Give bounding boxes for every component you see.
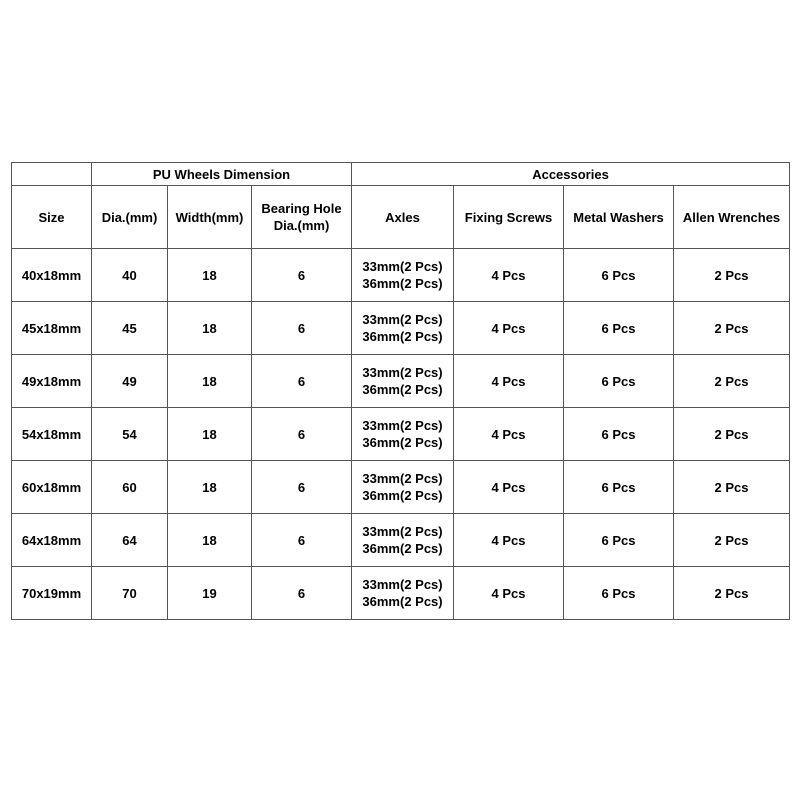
table-row xyxy=(12,249,790,302)
width-cell: 18 xyxy=(168,302,252,355)
allen-wrenches-cell: 2 Pcs xyxy=(674,408,790,461)
width-cell: 19 xyxy=(168,567,252,620)
axle-line-2: 36mm(2 Pcs) xyxy=(362,276,443,291)
metal-washers-header: Metal Washers xyxy=(564,186,674,249)
metal-washers-cell: 6 Pcs xyxy=(564,302,674,355)
axle-line-2: 36mm(2 Pcs) xyxy=(362,541,443,556)
table-row xyxy=(12,302,790,355)
table-row xyxy=(12,408,790,461)
table-row xyxy=(12,355,790,408)
fixing-screws-cell: 4 Pcs xyxy=(454,461,564,514)
size-cell: 49x18mm xyxy=(12,355,92,408)
bearing-hole-cell: 6 xyxy=(252,249,352,302)
axle-line-2: 36mm(2 Pcs) xyxy=(362,594,443,609)
size-cell: 64x18mm xyxy=(12,514,92,567)
bearing-hole-cell: 6 xyxy=(252,355,352,408)
width-header: Width(mm) xyxy=(168,186,252,249)
fixing-screws-cell: 4 Pcs xyxy=(454,567,564,620)
bearing-hole-cell: 6 xyxy=(252,408,352,461)
allen-wrenches-header: Allen Wrenches xyxy=(674,186,790,249)
size-cell: 70x19mm xyxy=(12,567,92,620)
fixing-screws-header: Fixing Screws xyxy=(454,186,564,249)
axle-line-2: 36mm(2 Pcs) xyxy=(362,382,443,397)
table-row xyxy=(12,461,790,514)
bearing-hole-header-line2: Dia.(mm) xyxy=(273,218,330,233)
axle-line-1: 33mm(2 Pcs) xyxy=(362,259,443,274)
axles-cell xyxy=(352,514,454,567)
axle-line-1: 33mm(2 Pcs) xyxy=(362,418,443,433)
axles-cell xyxy=(352,408,454,461)
size-header: Size xyxy=(12,186,92,249)
metal-washers-cell: 6 Pcs xyxy=(564,408,674,461)
fixing-screws-cell: 4 Pcs xyxy=(454,302,564,355)
bearing-hole-cell: 6 xyxy=(252,567,352,620)
bearing-hole-cell: 6 xyxy=(252,461,352,514)
fixing-screws-cell: 4 Pcs xyxy=(454,408,564,461)
size-cell: 54x18mm xyxy=(12,408,92,461)
axle-line-2: 36mm(2 Pcs) xyxy=(362,329,443,344)
axles-cell xyxy=(352,302,454,355)
axles-cell xyxy=(352,355,454,408)
pu-wheels-dimension-header: PU Wheels Dimension xyxy=(92,163,352,186)
dia-cell: 64 xyxy=(92,514,168,567)
allen-wrenches-cell: 2 Pcs xyxy=(674,249,790,302)
dia-cell: 49 xyxy=(92,355,168,408)
axle-line-1: 33mm(2 Pcs) xyxy=(362,471,443,486)
size-cell: 60x18mm xyxy=(12,461,92,514)
axles-cell xyxy=(352,461,454,514)
bearing-hole-cell: 6 xyxy=(252,514,352,567)
axles-cell xyxy=(352,567,454,620)
metal-washers-cell: 6 Pcs xyxy=(564,514,674,567)
axle-line-1: 33mm(2 Pcs) xyxy=(362,312,443,327)
dia-cell: 45 xyxy=(92,302,168,355)
allen-wrenches-cell: 2 Pcs xyxy=(674,461,790,514)
axle-line-2: 36mm(2 Pcs) xyxy=(362,488,443,503)
bearing-hole-cell: 6 xyxy=(252,302,352,355)
allen-wrenches-cell: 2 Pcs xyxy=(674,355,790,408)
axles-header: Axles xyxy=(352,186,454,249)
spec-table xyxy=(11,162,790,620)
width-cell: 18 xyxy=(168,408,252,461)
bearing-hole-header xyxy=(252,186,352,249)
column-header-row xyxy=(12,186,790,249)
dia-cell: 40 xyxy=(92,249,168,302)
group-header-row xyxy=(12,163,790,186)
size-cell: 40x18mm xyxy=(12,249,92,302)
allen-wrenches-cell: 2 Pcs xyxy=(674,302,790,355)
width-cell: 18 xyxy=(168,514,252,567)
dia-cell: 54 xyxy=(92,408,168,461)
width-cell: 18 xyxy=(168,461,252,514)
width-cell: 18 xyxy=(168,249,252,302)
axles-cell xyxy=(352,249,454,302)
bearing-hole-header-line1: Bearing Hole xyxy=(261,201,342,216)
axle-line-1: 33mm(2 Pcs) xyxy=(362,524,443,539)
accessories-header: Accessories xyxy=(352,163,790,186)
dia-cell: 70 xyxy=(92,567,168,620)
metal-washers-cell: 6 Pcs xyxy=(564,249,674,302)
axle-line-2: 36mm(2 Pcs) xyxy=(362,435,443,450)
table-row xyxy=(12,514,790,567)
table-row xyxy=(12,567,790,620)
dia-cell: 60 xyxy=(92,461,168,514)
fixing-screws-cell: 4 Pcs xyxy=(454,355,564,408)
allen-wrenches-cell: 2 Pcs xyxy=(674,514,790,567)
metal-washers-cell: 6 Pcs xyxy=(564,461,674,514)
metal-washers-cell: 6 Pcs xyxy=(564,355,674,408)
fixing-screws-cell: 4 Pcs xyxy=(454,249,564,302)
axle-line-1: 33mm(2 Pcs) xyxy=(362,577,443,592)
dia-header: Dia.(mm) xyxy=(92,186,168,249)
allen-wrenches-cell: 2 Pcs xyxy=(674,567,790,620)
blank-header-cell xyxy=(12,163,92,186)
width-cell: 18 xyxy=(168,355,252,408)
metal-washers-cell: 6 Pcs xyxy=(564,567,674,620)
fixing-screws-cell: 4 Pcs xyxy=(454,514,564,567)
size-cell: 45x18mm xyxy=(12,302,92,355)
axle-line-1: 33mm(2 Pcs) xyxy=(362,365,443,380)
